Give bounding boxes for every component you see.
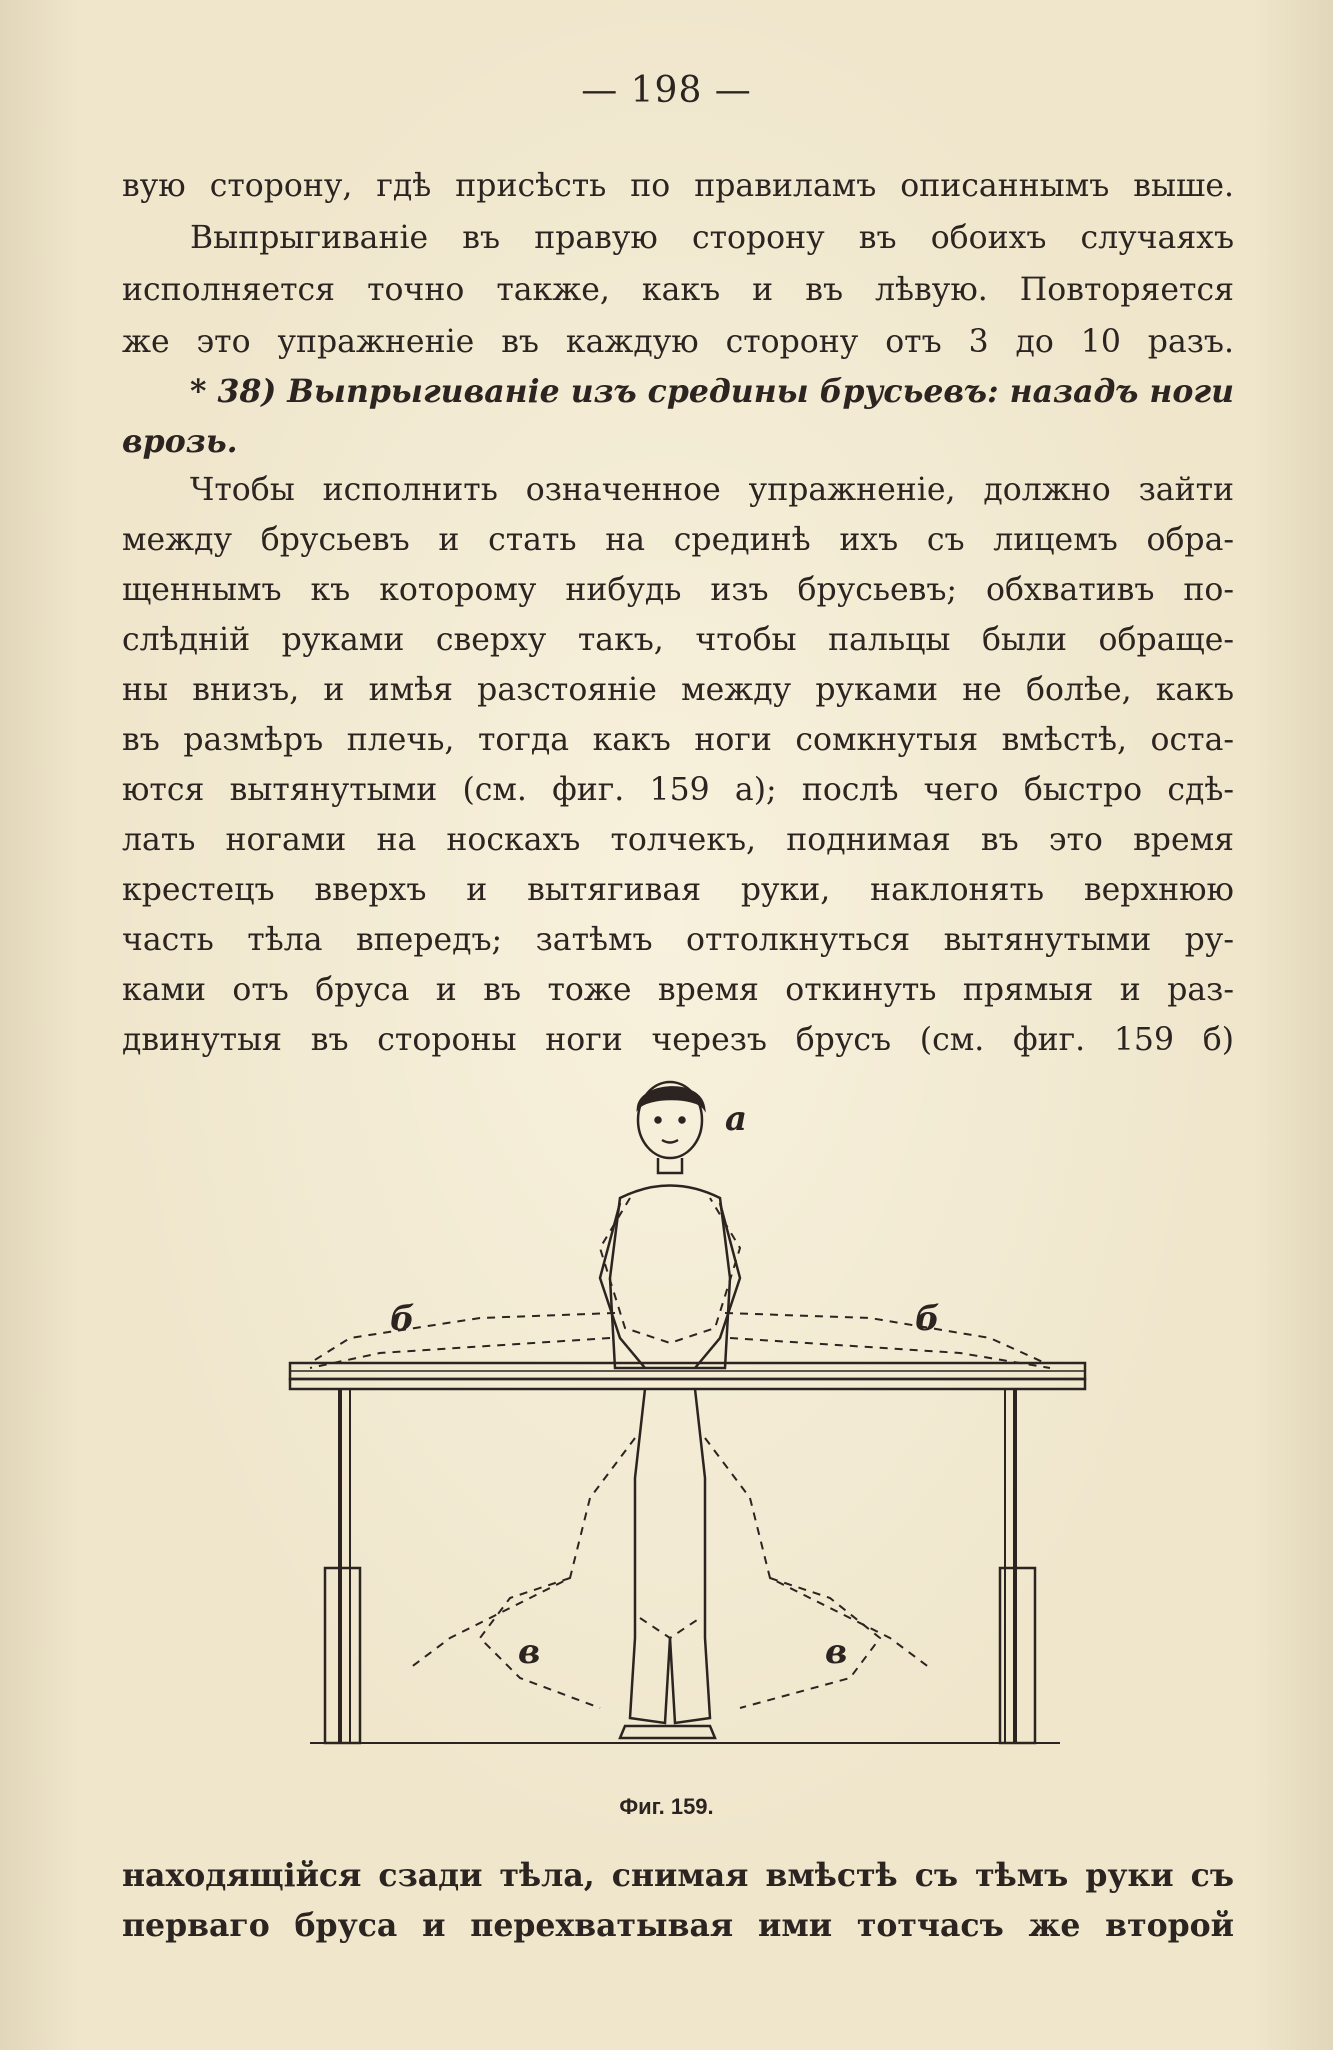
text-line: ются вытянутыми (см. фиг. 159 а); послѣ чего быстро сдѣ- (122, 772, 1234, 808)
text-line: вую сторону, гдѣ присѣсть по правиламъ описаннымъ выше. (122, 168, 1234, 204)
figure-eye-left (656, 1118, 661, 1123)
figure-neck (658, 1158, 682, 1173)
figure-eye-right (680, 1118, 685, 1123)
figure-159 (270, 1078, 1090, 1778)
text-line: слѣднiй руками сверху такъ, чтобы пальцы были обраще- (122, 622, 1234, 658)
text-line: между брусьевъ и стать на срединѣ ихъ съ лицемъ обра- (122, 522, 1234, 558)
figure-arm-right (695, 1203, 740, 1368)
text-line: ны внизъ, и имѣя разстоянiе между руками не болѣе, какъ (122, 672, 1234, 708)
figure-torso (610, 1186, 730, 1369)
figure-label-v-right: в (825, 1632, 848, 1672)
section-heading-continued: врозь. (122, 423, 238, 460)
figure-caption: Фиг. 159. (619, 1794, 714, 1819)
text-line: въ размѣръ плечь, тогда какъ ноги сомкнутыя вмѣстѣ, оста- (122, 722, 1234, 758)
figure-leg-left (630, 1389, 670, 1723)
figure-label-v-left: в (518, 1632, 541, 1672)
phase-v-leg-right (705, 1438, 930, 1668)
figure-feet (620, 1726, 715, 1738)
figure-label-b-left: б (390, 1299, 415, 1339)
figure-leg-right (670, 1389, 710, 1723)
text-line: исполняется точно также, какъ и въ лѣвую. Повторяется (122, 272, 1234, 308)
phase-v-center (640, 1618, 700, 1638)
text-line: часть тѣла впередъ; затѣмъ оттолкнуться вытянутыми ру- (122, 922, 1234, 958)
section-heading: * 38) Выпрыгиванiе изъ средины брусьевъ: назадъ ноги (190, 373, 1234, 410)
text-line: же это упражненiе въ каждую сторону отъ 3 до 10 разъ. (122, 324, 1234, 360)
phase-b-leg-left-upper (310, 1313, 615, 1363)
figure-hair (638, 1087, 704, 1108)
text-line: крестецъ вверхъ и вытягивая руки, наклонять верхнюю (122, 872, 1234, 908)
phase-b-torso (600, 1198, 740, 1343)
figure-arm-left (600, 1203, 645, 1368)
text-line: лать ногами на носкахъ толчекъ, поднимая въ это время (122, 822, 1234, 858)
phase-b-leg-right-upper (725, 1313, 1045, 1363)
text-line: находящiйся сзади тѣла, снимая вмѣстѣ съ тѣмъ руки съ (122, 1857, 1234, 1894)
text-line: перваго бруса и перехватывая ими тотчасъ же второй (122, 1907, 1234, 1944)
page-number: — 198 — (581, 70, 752, 111)
figure-mouth (662, 1140, 678, 1143)
figure-label-a: a (725, 1099, 748, 1139)
bar-post-left-base (325, 1568, 360, 1743)
text-line: щеннымъ къ которому нибудь изъ брусьевъ; обхвативъ по- (122, 572, 1234, 608)
text-line: ками отъ бруса и въ тоже время откинуть прямыя и раз- (122, 972, 1234, 1008)
text-line: двинутыя въ стороны ноги черезъ брусъ (см. фиг. 159 б) (122, 1022, 1234, 1058)
figure-label-b-right: б (915, 1299, 940, 1339)
text-line: Чтобы исполнить означенное упражненiе, должно зайти (190, 472, 1234, 508)
figure-159-drawing (270, 1078, 1090, 1778)
bar-rail-lower (290, 1379, 1085, 1389)
text-line: Выпрыгиванiе въ правую сторону въ обоихъ случаяхъ (190, 220, 1234, 256)
